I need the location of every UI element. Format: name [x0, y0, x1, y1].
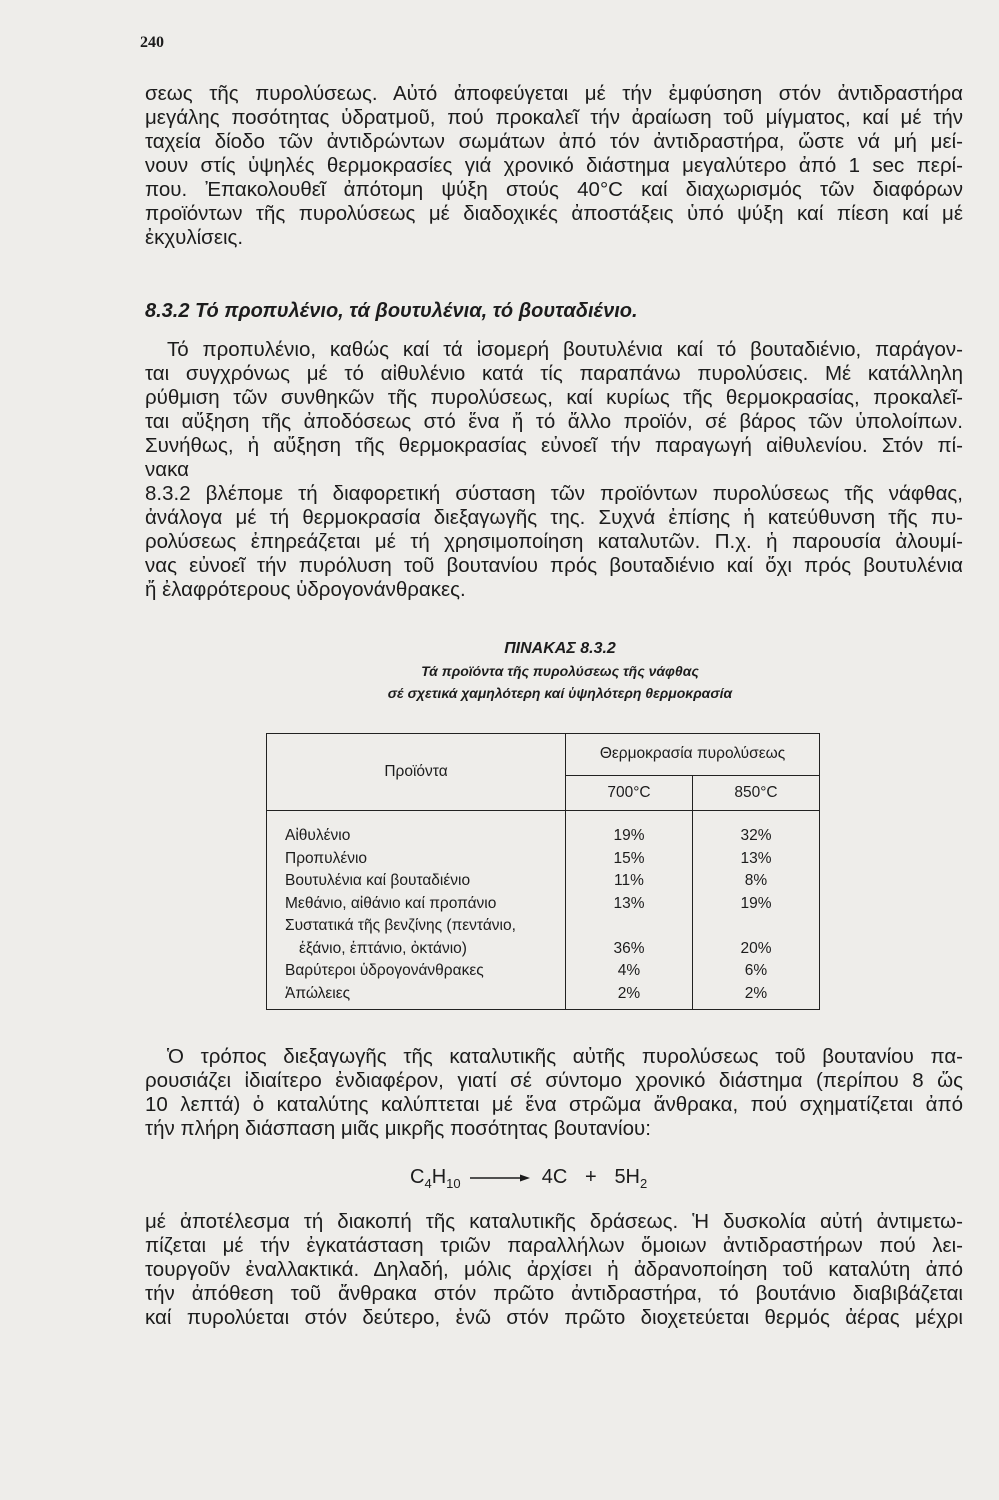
header-temperature: Θερμοκρασία πυρολύσεως [566, 734, 820, 776]
header-product: Προϊόντα [267, 734, 566, 811]
text-line: ἤ ἐλαφρότερους ὑδρογονάνθρακες. [145, 578, 466, 601]
text-line: πίζεται μέ τήν ἐγκατάσταση τριῶν παραλλήλων ὅμοιων ἀντιδραστήρων πού λει- [145, 1234, 963, 1257]
text-line: ἀνάλογα μέ τή θερμοκρασία διεξαγωγῆς της. Συχνά ἐπίσης ἡ κατεύθυνση τῆς πυ- [145, 506, 963, 529]
values-700c-column [566, 811, 693, 1010]
product-name: Βαρύτεροι ὑδρογονάνθρακες [285, 962, 484, 979]
text-line: ται αὔξηση τῆς ἀποδόσεως στό ἕνα ἤ τό ἄλλο προϊόν, σέ βάρος τῶν ὑπολοίπων. [145, 410, 963, 433]
table-number: ΠΙΝΑΚΑΣ 8.3.2 [504, 640, 616, 657]
text-line: ρουσιάζει ἰδιαίτερο ἐνδιαφέρον, γιατί σέ σύντομο χρονικό διάστημα (περίπου 8 ὥς [145, 1069, 963, 1092]
paragraph-2 [145, 338, 963, 602]
text-line: μέ ἀποτέλεσμα τή διακοπή τῆς καταλυτικῆς δράσεως. Ἡ δυσκολία αὐτή ἀντιμετω- [145, 1210, 963, 1233]
reactant-h-subscript: 10 [446, 1176, 461, 1191]
text-line: 10 λεπτά) ὁ καταλύτης καλύπτεται μέ ἕνα στρῶμα ἄνθρακα, πού σχηματίζεται ἀπό [145, 1093, 963, 1116]
text-line: που. Ἐπακολουθεῖ ἀπότομη ψύξη στούς 40°C καί διαχωρισμός τῶν διαφόρων [145, 178, 963, 201]
product-carbon: 4C [541, 1166, 568, 1188]
text-line: τήν πλήρη διάσπαση μιᾶς μικρῆς ποσότητας βουτανίου: [145, 1117, 651, 1140]
product-name: Βουτυλένια καί βουταδιένιο [285, 872, 471, 889]
table-title-line-2: σέ σχετικά χαμηλότερη καί ὑψηλότερη θερμοκρασία [387, 685, 733, 701]
value-850c: 13% [740, 849, 772, 867]
text-line: σεως τῆς πυρολύσεως. Αὐτό ἀποφεύγεται μέ τήν ἐμφύσηση στόν ἀντιδραστήρα [145, 82, 963, 105]
plus-sign: + [585, 1166, 597, 1188]
value-700c: 13% [613, 894, 645, 912]
product-hydrogen-subscript: 2 [640, 1176, 648, 1191]
value-850c: 20% [740, 939, 772, 957]
text-line: μεγάλης ποσότητας ὑδρατμοῦ, πού προκαλεῖ τήν ἀραίωση τοῦ μίγματος, καί μέ τήν [145, 106, 963, 129]
products-table [266, 733, 820, 1010]
text-line: νακα [145, 458, 189, 481]
page-number: 240 [140, 34, 164, 51]
text-line: τήν ἀπόθεση τοῦ ἄνθρακα στόν πρῶτο ἀντιδραστήρα, τό βουτάνιο διαβιβάζεται [145, 1282, 963, 1305]
text-line: καί πυρολύεται στόν δεύτερο, ἐνῶ στόν πρῶτο διοχετεύεται θερμός ἀέρας μέχρι [145, 1306, 963, 1329]
product-hydrogen: 5H [614, 1166, 641, 1188]
product-name: Αἰθυλένιο [285, 827, 351, 844]
reaction-arrow-icon [470, 1173, 530, 1183]
value-850c: 6% [744, 962, 768, 979]
reactant-c-subscript: 4 [424, 1176, 432, 1191]
text-line: νας εὐνοεῖ τήν πυρόλυση τοῦ βουτανίου πρός βουταδιένιο καί ὄχι πρός βουτυλένια [145, 554, 963, 577]
paragraph-4 [145, 1210, 963, 1330]
product-column [267, 811, 566, 1010]
text-line: ρύθμιση τῶν συνθηκῶν τῆς πυρολύσεως, καί κυρίως τῆς θερμοκρασίας, προκαλεῖ- [145, 386, 963, 409]
text-line: ἐκχυλίσεις. [145, 226, 244, 249]
value-850c: 2% [744, 984, 768, 1002]
text-line: νουν στίς ὑψηλές θερμοκρασίες γιά χρονικό διάστημα μεγαλύτερο ἀπό 1 sec περί- [145, 154, 963, 177]
reactant-h: H [431, 1166, 447, 1188]
text-line: ρολύσεως ἐπηρεάζεται μέ τή χρησιμοποίηση καταλυτῶν. Π.χ. ἡ παρουσία ἀλουμί- [145, 530, 963, 553]
text-line: ται συγχρόνως μέ τό αἰθυλένιο κατά τίς παραπάνω πυρολύσεις. Μέ κατάλληλη [145, 362, 963, 385]
text-line: Τό προπυλένιο, καθώς καί τά ἰσομερή βουτυλένια καί τό βουταδιένιο, παράγον- [167, 338, 963, 361]
text-line: τουργοῦν ἐναλλακτικά. Δηλαδή, μόλις ἀρχίσει ἡ ἀδρανοποίηση τοῦ καταλύτη ἀπό [145, 1258, 963, 1281]
value-700c: 19% [613, 827, 645, 844]
paragraph-3 [145, 1045, 963, 1141]
section-heading: 8.3.2 Τό προπυλένιο, τά βουτυλένια, τό βουταδιένιο. [145, 300, 638, 322]
value-700c: 15% [613, 849, 645, 867]
product-name: ἑξάνιο, ἑπτάνιο, ὀκτάνιο) [299, 939, 467, 957]
value-700c: 36% [613, 939, 645, 957]
product-name: Συστατικά τῆς βενζίνης (πεντάνιο, [285, 917, 516, 934]
text-line: ταχεία δίοδο τῶν ἀντιδρώντων σωμάτων ἀπό τόν ἀντιδραστήρα, ὥστε νά μή μεί- [145, 130, 963, 153]
text-line: 8.3.2 βλέπομε τή διαφορετική σύσταση τῶν προϊόντων πυρολύσεως τῆς νάφθας, [145, 482, 963, 505]
value-700c: 2% [617, 984, 641, 1002]
table-caption [330, 638, 790, 704]
product-name: Προπυλένιο [285, 849, 368, 867]
product-name: Ἀπώλειες [285, 984, 351, 1002]
text-line: Ὁ τρόπος διεξαγωγῆς τῆς καταλυτικῆς αὐτῆς πυρολύσεως τοῦ βουτανίου πα- [167, 1045, 963, 1068]
chemical-equation [410, 1166, 647, 1191]
value-850c: 8% [744, 872, 768, 889]
value-700c: 4% [617, 962, 641, 979]
reactant-c: C [410, 1166, 425, 1188]
value-700c: 11% [614, 872, 644, 889]
text-line: Συνήθως, ἡ αὔξηση τῆς θερμοκρασίας εὐνοεῖ τήν παραγωγή αἰθυλενίου. Στόν πί- [145, 434, 963, 457]
product-name: Μεθάνιο, αἰθάνιο καί προπάνιο [285, 894, 497, 912]
value-850c: 32% [740, 827, 772, 844]
value-850c: 19% [740, 894, 772, 912]
header-850c: 850°C [692, 775, 819, 810]
text-line: προϊόντων τῆς πυρολύσεως μέ διαδοχικές ἀποστάξεις ὑπό ψύξη καί πίεση καί μέ [145, 202, 963, 225]
paragraph-1 [145, 82, 963, 250]
header-700c: 700°C [566, 775, 693, 810]
values-850c-column [692, 811, 819, 1010]
table-title-line-1: Τά προϊόντα τῆς πυρολύσεως τῆς νάφθας [421, 663, 699, 679]
